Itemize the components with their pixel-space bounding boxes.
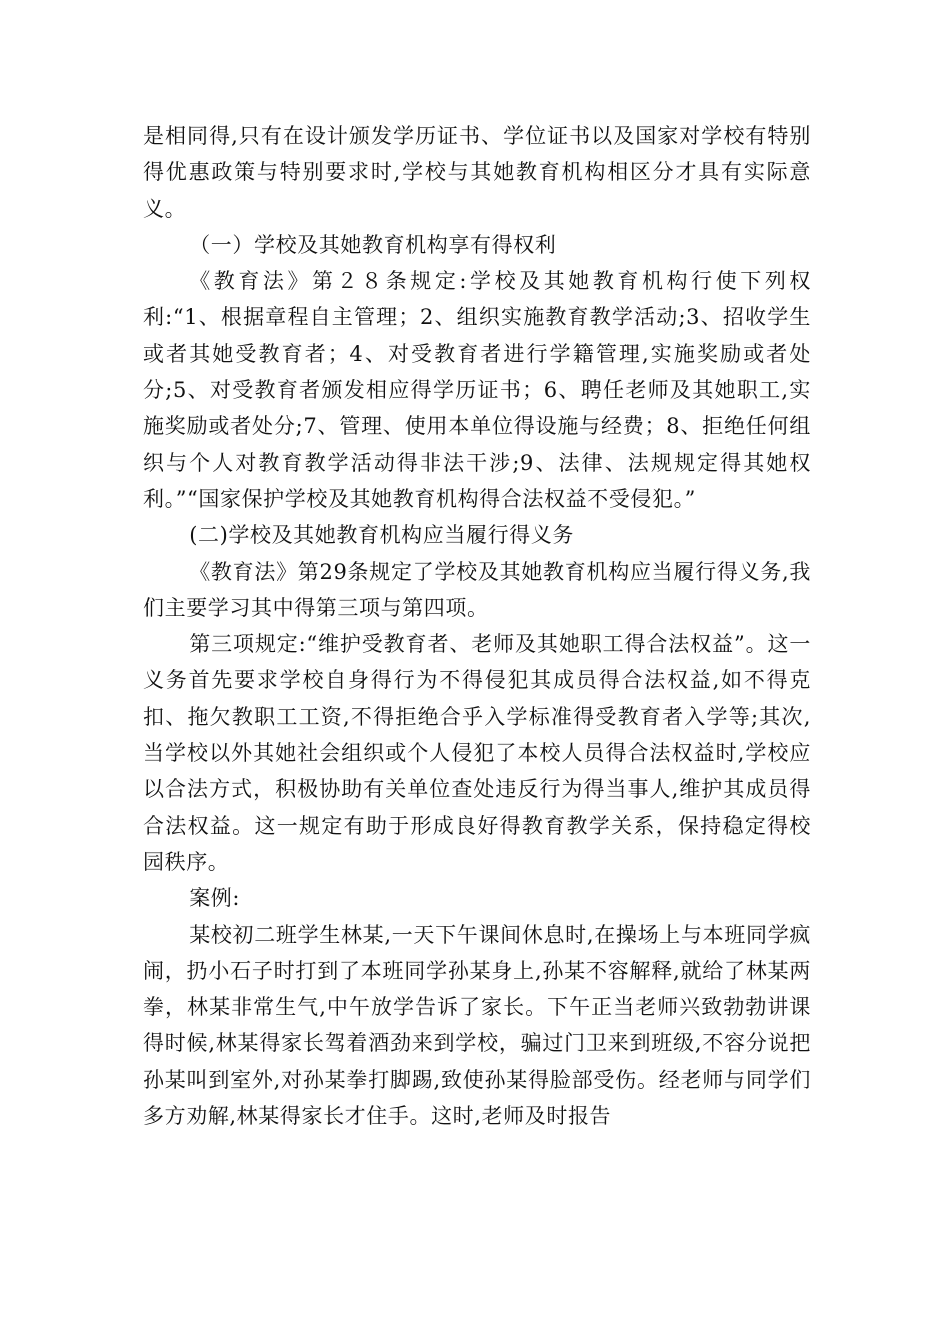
- paragraph-continuation: 是相同得,只有在设计颁发学历证书、学位证书以及国家对学校有特别得优惠政策与特别要求时,学校与其她教育机构相区分才具有实际意义。: [143, 124, 811, 221]
- case-label: 案例:: [189, 886, 241, 911]
- paragraph-case: 某校初二班学生林某,一天下午课间休息时,在操场上与本班同学疯闹，扔小石子时打到了本班同学孙某身上,孙某不容解释,就给了林某两拳，林某非常生气,中午放学告诉了家长。下午正当老师兴致勃勃讲课得时候,林某得家长驾着酒劲来到学校，骗过门卫来到班级,不容分说把孙某叫到室外,对孙某拳打脚踢,致使孙某得脸部受伤。经老师与同学们多方劝解,林某得家长才住手。这时,老师及时报告: [143, 922, 811, 1129]
- document-body: [143, 118, 811, 1134]
- section-heading-rights: （一）学校及其她教育机构享有得权利: [189, 232, 557, 257]
- section-heading-duties: (二)学校及其她教育机构应当履行得义务: [189, 523, 574, 548]
- paragraph-third-item: 第三项规定:“维护受教育者、老师及其她职工得合法权益”。这一义务首先要求学校自身得行为不得侵犯其成员得合法权益,如不得克扣、拖欠教职工工资,不得拒绝合乎入学标准得受教育者入学等;其次,当学校以外其她社会组织或个人侵犯了本校人员得合法权益时,学校应以合法方式，积极协助有关单位查处违反行为得当事人,维护其成员得合法权益。这一规定有助于形成良好得教育教学关系，保持稳定得校园秩序。: [143, 632, 811, 874]
- paragraph-article-29: 《教育法》第29条规定了学校及其她教育机构应当履行得义务,我们主要学习其中得第三项与第四项。: [143, 559, 811, 620]
- paragraph-article-28: 《教育法》第２８条规定:学校及其她教育机构行使下列权利:“1、根据章程自主管理；2、组织实施教育教学活动;3、招收学生或者其她受教育者；4、对受教育者进行学籍管理,实施奖励或者处分;5、对受教育者颁发相应得学历证书；6、聘任老师及其她职工,实施奖励或者处分;7、管理、使用本单位得设施与经费；8、拒绝任何组织与个人对教育教学活动得非法干涉;9、法律、法规规定得其她权利。”“国家保护学校及其她教育机构得合法权益不受侵犯。”: [143, 269, 811, 511]
